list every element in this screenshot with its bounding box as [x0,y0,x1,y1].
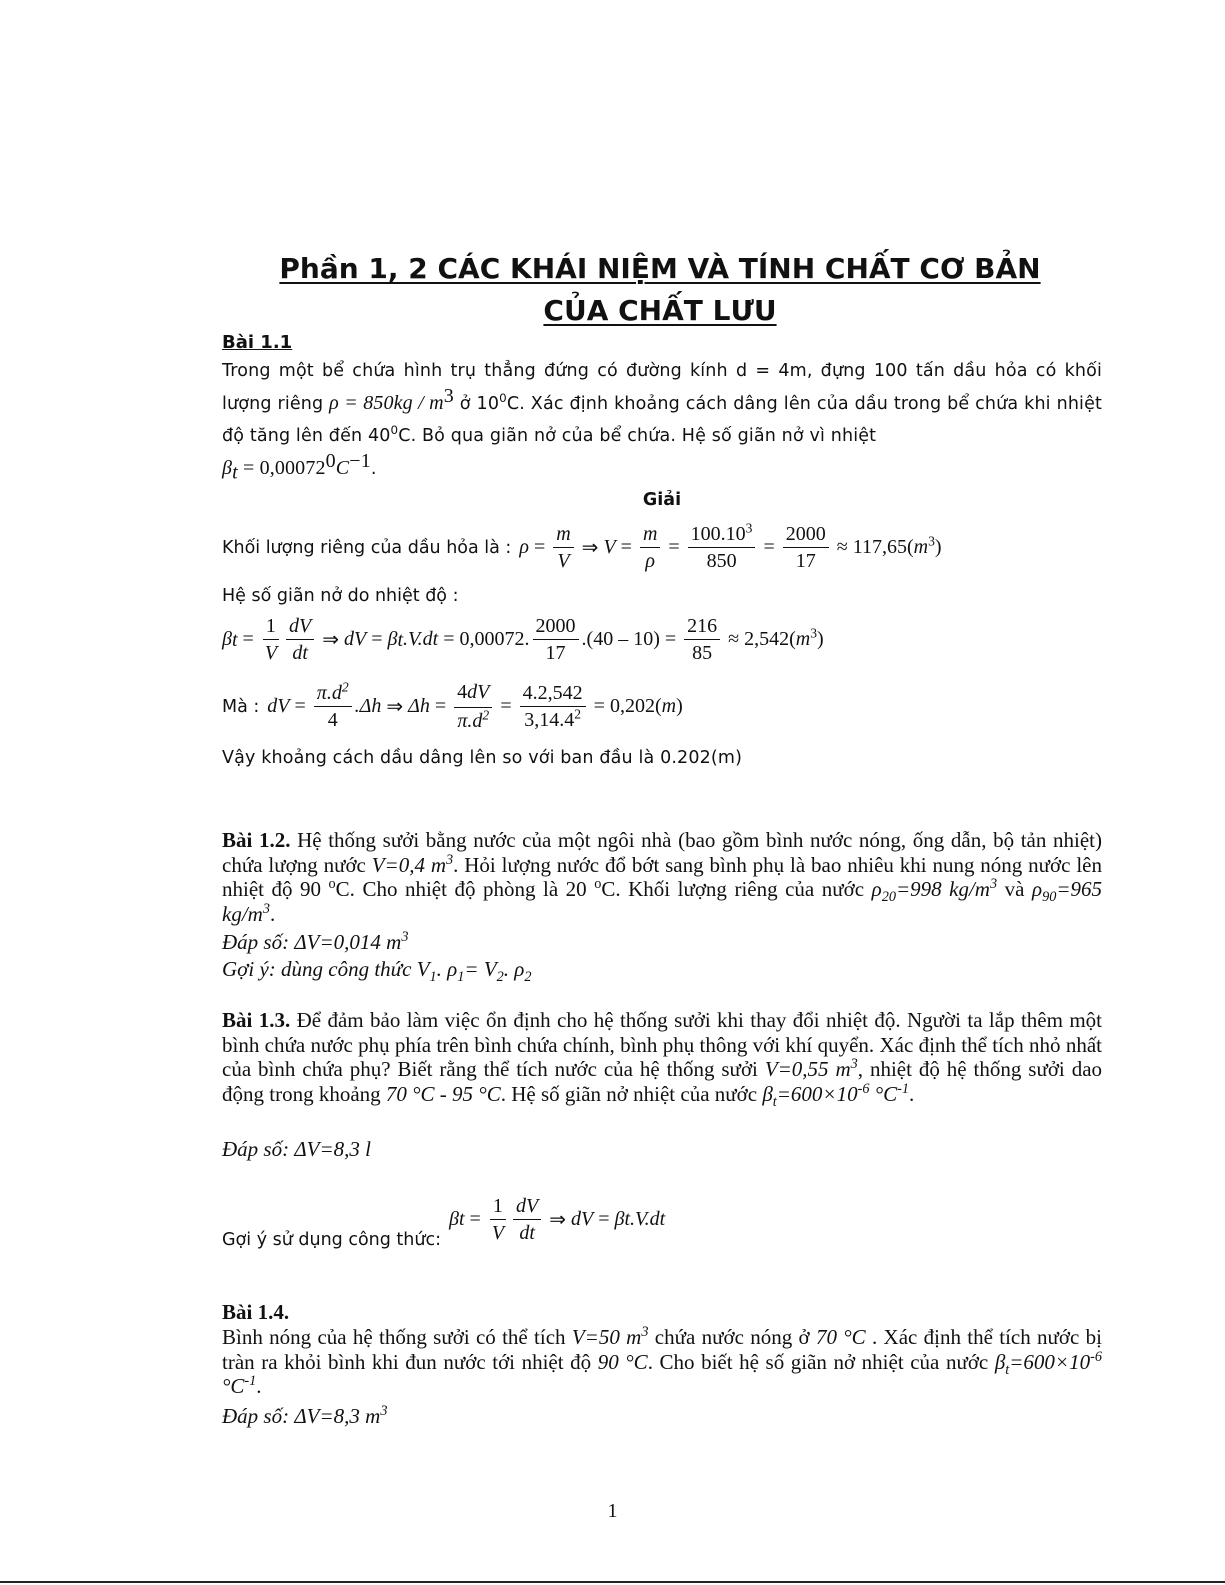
bai-1-1-heading: Bài 1.1 [222,332,293,353]
bai-1-2-problem: Bài 1.2. Hệ thống sưởi bằng nước của một ngôi nhà (bao gồm bình nước nóng, ống dẫn, bộ tản nhiệt) chứa lượng nước V=0,4 $m^3$. Hỏi lượng nước đổ bớt sang bình phụ là bao nhiêu khi nung nóng nước lên nhiệt độ 90 $^o$C. Cho nhiệt độ phòng là 20 $^o$C. Khối lượng riêng của nước $\rho_{20}=998$ $kg/m^3$ và $\rho_{90}=965$ $kg/m^3$. [222,828,1102,926]
bai-1-1-problem: Trong một bể chứa hình trụ thẳng đứng có đường kính d = 4m, đựng 100 tấn dầu hỏa có khối lượng riêng $\rho = 850kg / m^3$ ở $10^0C$. Xác định khoảng cách dâng lên của dầu trong bể chứa khi nhiệt độ tăng lên đến $40^0C$. Bỏ qua giãn nở của bể chứa. Hệ số giãn nở vì nhiệt $\beta_t = 0,00072^0C^{-1}$. [222,361,1103,484]
bai-1-3-answer: Đáp số: ΔV=8,3 l [222,1137,371,1161]
bai-1-4-heading: Bài 1.4. [222,1300,290,1324]
bai-1-2-answer: Đáp số: ΔV=0,014 $m^3$ [222,929,409,954]
bai-1-3-hint: Gợi ý sử dụng công thức: β t = $\frac{1}{V}$ $\frac{dV}{dt}$ ⇒ dV = β t .V.dt [222,1194,666,1250]
equation-height: Mà : dV = $\frac{\pi.d^2}{4}$ .Δh ⇒ Δh = $\frac{4dV}{\pi.d^2}$ = $\frac{4.2,542}{3,14.4^2}$ = 0,202(m) [222,679,683,732]
expansion-label: Hệ số giãn nở do nhiệt độ : [222,586,459,606]
bai-1-2-hint: Gợi ý: dùng công thức $V_1$. $\rho_1= V_2$. $\rho_2$ [222,957,532,986]
bottom-rule [0,1581,1225,1583]
page-number: 1 [607,1500,618,1522]
bai-1-1-conclusion: Vậy khoảng cách dầu dâng lên so với ban đầu là 0.202(m) [222,748,743,768]
equation-density: Khối lượng riêng của dầu hỏa là : ρ = $\frac{m}{V}$ ⇒ V = $\frac{m}{\rho}$ = $\frac{100.10^3}{850}$ = $\frac{2000}{17}$ ≈ $117,65(m^3)$ [222,520,942,572]
bai-1-3-problem: Bài 1.3. Để đảm bảo làm việc ổn định cho hệ thống sưởi khi thay đổi nhiệt độ. Người ta lắp thêm một bình chứa nước phụ phía trên bình chứa chính, bình phụ thông với khí quyển. Xác định thể tích nhỏ nhất của bình chứa phụ? Biết rằng thể tích nước của hệ thống sưởi V=0,55 $m^3$, nhiệt độ hệ thống sưởi dao động trong khoảng 70 °C - 95 °C. Hệ số giãn nở nhiệt của nước $\beta_t=600\times 10^{-6}$ $^\circ C^{-1}$. [222,1008,1103,1110]
solution-heading: Giải [642,490,682,510]
bai-1-4-answer: Đáp số: ΔV=8,3 $m^3$ [222,1403,388,1428]
bai-1-4-problem: Bình nóng của hệ thống sưởi có thể tích V=50 $m^3$ chứa nước nóng ở 70 °C . Xác định thể tích nước bị tràn ra khỏi bình khi đun nước tới nhiệt độ 90 °C. Cho biết hệ số giãn nở nhiệt của nước $\beta_t=600\times 10^{-6}$ $^\circ C^{-1}$. [222,1324,1102,1398]
page-title: Phần 1, 2 CÁC KHÁI NIỆM VÀ TÍNH CHẤT CƠ BẢN CỦA CHẤT LƯU [279,252,1041,327]
equation-expansion: β t = $\frac{1}{V}$ $\frac{dV}{dt}$ ⇒ dV = β t .V.dt = 0,00072. $\frac{2000}{17}$ .(40 – 10) = $\frac{216}{85}$ ≈ $2,542(m^3)$ [222,615,824,664]
